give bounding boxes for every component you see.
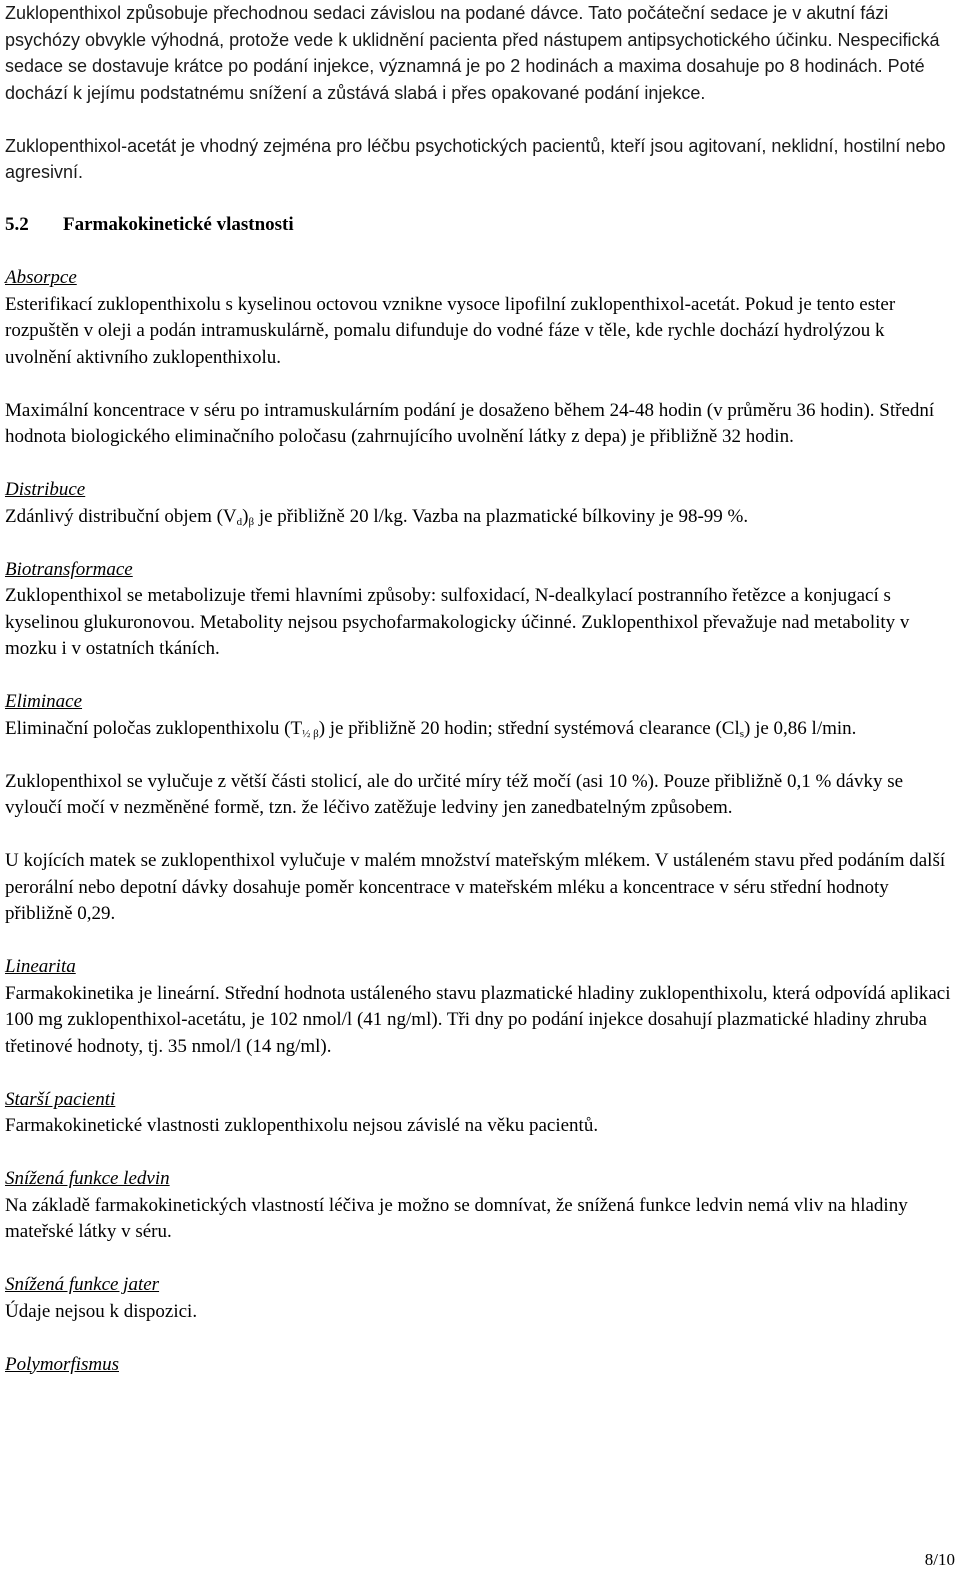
snizena-funkce-jater-paragraph: Údaje nejsou k dispozici. bbox=[5, 1300, 198, 1322]
document-content bbox=[5, 0, 955, 1405]
eliminace-text-c: ) je 0,86 l/min. bbox=[744, 717, 857, 739]
distribuce-text-b: ) bbox=[242, 505, 249, 527]
starsi-pacienti-paragraph: Farmakokinetické vlastnosti zuklopenthixolu nejsou závislé na věku pacientů. bbox=[5, 1115, 599, 1136]
biotransformace-heading: Biotransformace bbox=[5, 558, 133, 580]
starsi-pacienti-heading: Starší pacienti bbox=[5, 1088, 116, 1110]
eliminace-sub-s: s bbox=[739, 727, 745, 740]
distribuce-text-c: je přibližně 20 l/kg. Vazba na plazmatické bílkoviny je 98-99 %. bbox=[254, 505, 749, 527]
eliminace-sub-half-beta: ½ β bbox=[302, 727, 319, 740]
absorpce-heading: Absorpce bbox=[5, 267, 77, 288]
linearita-block bbox=[5, 954, 955, 1060]
section-number: 5.2 bbox=[5, 214, 29, 235]
distribuce-block bbox=[5, 477, 955, 530]
distribuce-paragraph bbox=[5, 504, 955, 531]
eliminace-text-a: Eliminační poločas zuklopenthixolu (T bbox=[5, 717, 303, 739]
biotransformace-block bbox=[5, 557, 955, 663]
eliminace-block bbox=[5, 689, 955, 928]
snizena-funkce-ledvin-paragraph: Na základě farmakokinetických vlastností léčiva je možno se domnívat, že snížená funkce ledvin nemá vliv na hladiny mateřské látky v séru. bbox=[5, 1194, 908, 1242]
distribuce-sub-d: d bbox=[236, 515, 243, 528]
linearita-heading: Linearita bbox=[5, 956, 76, 977]
polymorfismus-heading: Polymorfismus bbox=[5, 1353, 119, 1375]
intro-paragraph-sedation: Zuklopenthixol způsobuje přechodnou sedaci závislou na podané dávce. Tato počáteční sedace je v akutní fázi psychózy obvykle výhodná, protože vede k uklidnění pacienta před nástupem antipsychotického účinku. Nespecifická sedace se dostavuje krátce po podání injekce, významná je po 2 hodinách a maxima dosahuje po 8 hodinách. Poté dochází k jejímu podstatnému snížení a zůstává slabá i přes opakované podání injekce. bbox=[5, 3, 940, 103]
absorpce-paragraph-2: Maximální koncentrace v séru po intramuskulárním podání je dosaženo během 24-48 hodin (v průměru 36 hodin). Střední hodnota biologického eliminačního poločasu (zahrnujícího uvolnění látky z depa) je přibližně 32 hodin. bbox=[5, 399, 935, 447]
snizena-funkce-ledvin-block bbox=[5, 1166, 955, 1246]
linearita-paragraph: Farmakokinetika je lineární. Střední hodnota ustáleného stavu plazmatické hladiny zuklopenthixolu, která odpovídá aplikaci 100 mg zuklopenthixol-acetátu, je 102 nmol/l (41 ng/ml). Tři dny po podání injekce dosahují plazmatické hladiny zhruba třetinové hodnoty, tj. 35 nmol/l (14 ng/ml). bbox=[5, 982, 951, 1057]
starsi-pacienti-block bbox=[5, 1087, 955, 1140]
snizena-funkce-jater-block bbox=[5, 1272, 955, 1325]
intro-paragraph-indication: Zuklopenthixol-acetát je vhodný zejména pro léčbu psychotických pacientů, kteří jsou agitovaní, neklidní, hostilní nebo agresivní. bbox=[5, 135, 946, 182]
distribuce-heading: Distribuce bbox=[5, 479, 86, 500]
section-title: Farmakokinetické vlastnosti bbox=[63, 214, 294, 235]
biotransformace-paragraph: Zuklopenthixol se metabolizuje třemi hlavními způsoby: sulfoxidací, N-dealkylací postranního řetězce a konjugací s kyselinou glukuronovou. Metabolity nejsou psychofarmakologicky účinné. Zuklopenthixol převažuje nad metabolity v mozku i v ostatních tkáních. bbox=[5, 585, 910, 659]
eliminace-text-b: ) je přibližně 20 hodin; střední systémová clearance (Cl bbox=[318, 717, 740, 739]
section-heading bbox=[5, 212, 955, 239]
distribuce-sub-beta: β bbox=[248, 515, 255, 528]
page-number: 8/10 bbox=[924, 1550, 955, 1569]
eliminace-heading: Eliminace bbox=[5, 691, 83, 712]
snizena-funkce-ledvin-heading: Snížená funkce ledvin bbox=[5, 1168, 170, 1189]
absorpce-block bbox=[5, 265, 955, 451]
absorpce-paragraph-1: Esterifikací zuklopenthixolu s kyselinou octovou vznikne vysoce lipofilní zuklopenthixol-acetát. Pokud je tento ester rozpuštěn v oleji a podán intramuskulárně, pomalu difunduje do vodné fáze v těle, kde rychle dochází hydrolýzou k uvolnění aktivního zuklopenthixolu. bbox=[5, 293, 896, 368]
eliminace-paragraph-2: Zuklopenthixol se vylučuje z větší části stolicí, ale do určité míry též močí (asi 10 %). Pouze přibližně 0,1 % dávky se vyloučí močí v nezměněné formě, tzn. že léčivo zatěžuje ledviny jen zanedbatelným způsobem. bbox=[5, 770, 904, 818]
eliminace-paragraph-3: U kojících matek se zuklopenthixol vylučuje v malém množství mateřským mlékem. V ustáleném stavu před podáním další perorální nebo depotní dávky dosahuje poměr koncentrace v mateřském mléku a koncentrace v séru střední hodnoty přibližně 0,29. bbox=[5, 850, 946, 924]
polymorfismus-block bbox=[5, 1352, 955, 1379]
distribuce-text-a: Zdánlivý distribuční objem (V bbox=[5, 505, 237, 527]
eliminace-paragraph-1 bbox=[5, 716, 955, 743]
snizena-funkce-jater-heading: Snížená funkce jater bbox=[5, 1274, 160, 1295]
